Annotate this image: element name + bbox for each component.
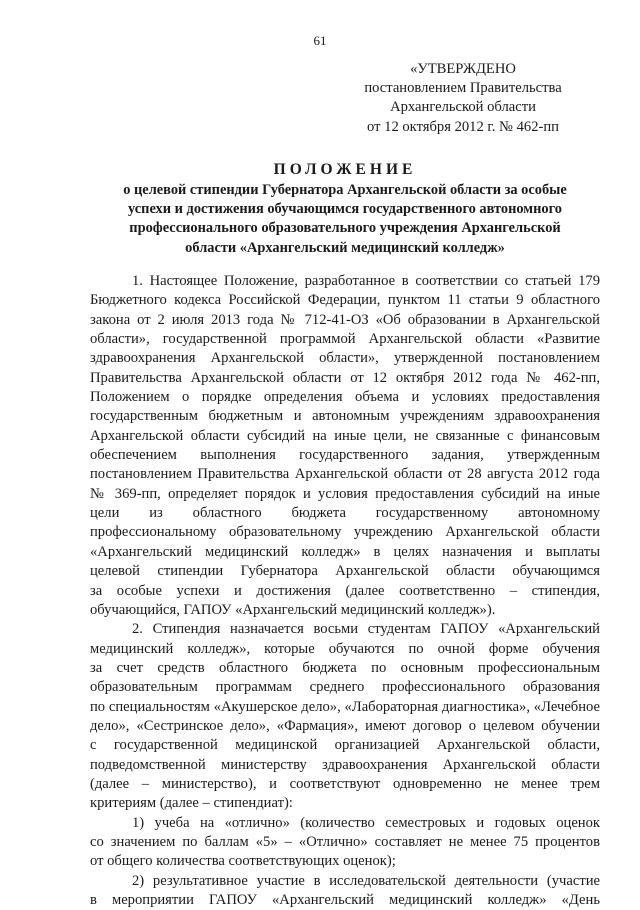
body-line: 1. Настоящее Положение, разработанное в соответствии со статьей 179 xyxy=(132,273,600,289)
body-line: 1) учеба на «отлично» (количество семестровых и годовых оценок xyxy=(132,814,600,831)
body-line: со значением по баллам «5» – «Отлично» составляет не менее 75 процентов xyxy=(90,833,600,850)
body-line: в мероприятии ГАПОУ «Архангельский медицинский колледж» «День xyxy=(90,892,600,908)
body-line: здравоохранения Архангельской области», утвержденной постановлением xyxy=(90,350,600,367)
body-line: по специальностям «Акушерское дело», «Лабораторная диагностика», «Лечебное xyxy=(90,698,600,715)
body-line: области», государственной программой Архангельской области «Развитие xyxy=(90,331,600,348)
body-line: подведомственной министерству здравоохранения Архангельской области xyxy=(90,756,600,773)
approval-stamp xyxy=(338,60,588,137)
subtitle-line: профессионального образовательного учреждения Архангельской xyxy=(129,220,561,237)
document-title: ПОЛОЖЕНИЕ xyxy=(273,161,417,178)
subtitle-line: области «Архангельский медицинский колледж» xyxy=(185,239,505,256)
body-line: «Архангельский медицинский колледж» в целях назначения и выплаты xyxy=(90,543,600,560)
document-subtitle xyxy=(90,181,600,258)
body-line: Архангельской области субсидий на иные цели, не связанные с финансовым xyxy=(90,427,600,444)
body-line: целевой стипендии Губернатора Архангельской области обучающимся xyxy=(90,563,600,580)
body-line: закона от 2 июля 2013 года № 712-41-ОЗ «Об образовании в Архангельской xyxy=(90,311,600,328)
body-line: обеспечением выполнения государственного задания, утвержденным xyxy=(90,447,600,464)
body-line: образовательным программам среднего профессионального образования xyxy=(90,679,600,696)
approval-line: постановлением Правительства xyxy=(364,80,562,97)
body-line: постановлением Правительства Архангельской области от 28 августа 2012 года xyxy=(90,466,600,483)
approval-line: «УТВЕРЖДЕНО xyxy=(410,61,516,77)
approval-line: от 12 октября 2012 г. № 462-пп xyxy=(367,118,559,135)
body-line: 2. Стипендия назначается восьми студентам ГАПОУ «Архангельский xyxy=(132,621,600,638)
body-line: Бюджетного кодекса Российской Федерации, пунктом 11 статьи 9 областного xyxy=(90,292,600,309)
approval-line: Архангельской области xyxy=(390,99,536,116)
body-line: дело», «Сестринское дело», «Фармация», имеют договор о целевом обучении xyxy=(90,717,600,734)
body-line: государственным бюджетным и автономным учреждениям здравоохранения xyxy=(90,408,600,425)
document-heading xyxy=(90,160,600,258)
body-line: цели из областного бюджета государственному автономному xyxy=(90,505,600,522)
body-line: Положением о порядке определения объема и условиях предоставления xyxy=(90,389,600,406)
body-line: 2) результативное участие в исследовательской деятельности (участие xyxy=(132,872,600,889)
document-body xyxy=(90,272,600,910)
body-line: (далее – министерство), и соответствуют одновременно не менее трем xyxy=(90,775,600,792)
subtitle-line: о целевой стипендии Губернатора Архангельской области за особые xyxy=(123,182,567,198)
body-line: критериям (далее – стипендиат): xyxy=(90,795,293,812)
body-line: за счет средств областного бюджета по основным профессиональным xyxy=(90,659,600,676)
body-line: Правительства Архангельской области от 12 октября 2012 года № 462-пп, xyxy=(90,369,600,386)
body-line: с государственной медицинской организацией Архангельской области, xyxy=(90,737,600,754)
body-line: медицинский колледж», которые обучаются по очной форме обучения xyxy=(90,640,600,657)
page-number: 61 xyxy=(313,33,327,48)
body-line: № 369-пп, определяет порядок и условия предоставления субсидий на иные xyxy=(90,485,600,502)
subtitle-line: успехи и достижения обучающимся государственного автономного xyxy=(128,201,562,218)
body-line: профессиональному образовательному учреждению Архангельской области xyxy=(90,524,600,541)
body-line: от общего количества соответствующих оценок); xyxy=(90,853,396,870)
body-line: обучающийся, ГАПОУ «Архангельский медицинский колледж»). xyxy=(90,601,496,618)
body-line: за особые успехи и достижения (далее соответственно – стипендия, xyxy=(90,582,600,599)
